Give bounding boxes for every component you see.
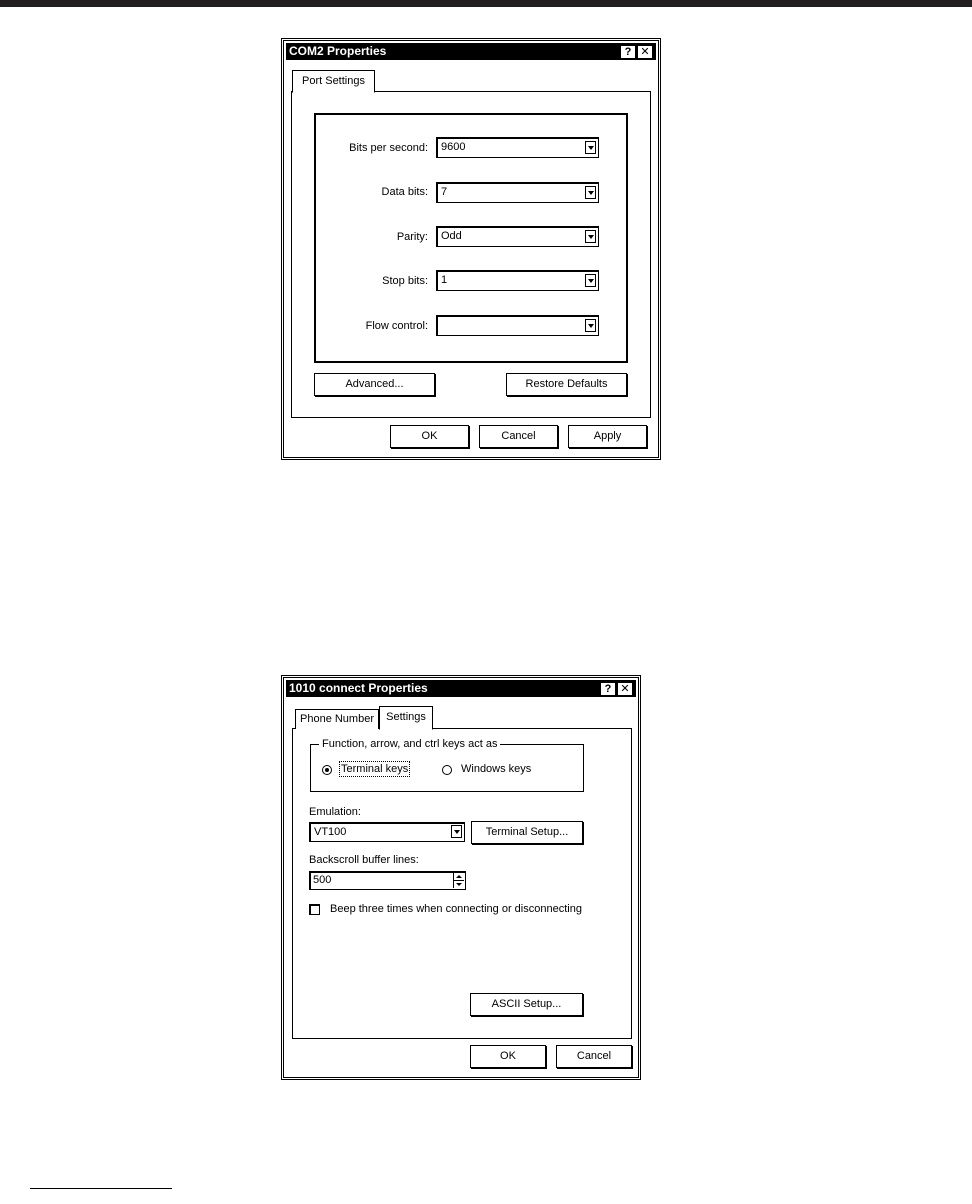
parity-label: Parity: [396, 231, 428, 243]
backscroll-label: Backscroll buffer lines: [309, 854, 419, 866]
parity-value: Odd [441, 230, 462, 242]
stop-bits-value: 1 [441, 274, 448, 286]
page-header-rule [0, 0, 972, 7]
data-bits-label: Data bits: [381, 186, 428, 198]
connect-properties-dialog [283, 677, 639, 1078]
chevron-down-icon[interactable] [451, 825, 462, 838]
close-icon[interactable]: ✕ [638, 46, 652, 58]
bits-per-second-label: Bits per second: [349, 142, 428, 154]
data-bits-value: 7 [441, 186, 448, 198]
chevron-down-icon[interactable] [585, 141, 596, 154]
emulation-value: VT100 [314, 826, 347, 838]
com2-titlebar [286, 43, 656, 60]
terminal-keys-label[interactable]: Terminal keys [341, 763, 409, 775]
keys-act-as-legend: Function, arrow, and ctrl keys act as [319, 738, 500, 750]
bits-per-second-value: 9600 [441, 141, 466, 153]
radio-windows-keys[interactable] [442, 765, 452, 775]
radio-terminal-keys[interactable] [322, 765, 332, 775]
ok-button[interactable]: OK [390, 425, 469, 448]
connect-titlebar [286, 680, 636, 697]
backscroll-value: 500 [313, 874, 332, 886]
flow-control-select[interactable] [436, 315, 599, 336]
chevron-down-icon[interactable] [585, 319, 596, 332]
parity-select[interactable] [436, 226, 599, 247]
chevron-down-icon[interactable] [585, 274, 596, 287]
emulation-select[interactable] [309, 822, 465, 842]
bits-per-second-select[interactable] [436, 137, 599, 158]
com2-properties-dialog [283, 40, 659, 458]
footnote-rule [30, 1188, 172, 1189]
stop-bits-select[interactable] [436, 270, 599, 291]
ok-button[interactable]: OK [470, 1045, 546, 1068]
windows-keys-label[interactable]: Windows keys [461, 763, 532, 775]
emulation-label: Emulation: [309, 806, 361, 818]
beep-checkbox[interactable] [309, 904, 320, 915]
close-icon[interactable]: ✕ [618, 683, 632, 695]
help-icon[interactable]: ? [621, 46, 635, 58]
restore-defaults-button[interactable]: Restore Defaults [506, 373, 627, 396]
terminal-setup-button[interactable]: Terminal Setup... [471, 821, 583, 844]
ascii-setup-button[interactable]: ASCII Setup... [470, 993, 583, 1016]
chevron-down-icon[interactable] [585, 230, 596, 243]
help-icon[interactable]: ? [601, 683, 615, 695]
data-bits-select[interactable] [436, 182, 599, 203]
tab-port-settings[interactable]: Port Settings [292, 70, 375, 93]
dialog-title: COM2 Properties [289, 44, 387, 58]
cancel-button[interactable]: Cancel [556, 1045, 632, 1068]
beep-label[interactable]: Beep three times when connecting or disconnecting [330, 903, 582, 915]
apply-button[interactable]: Apply [568, 425, 647, 448]
stop-bits-label: Stop bits: [382, 275, 428, 287]
advanced-button[interactable]: Advanced... [314, 373, 435, 396]
chevron-down-icon[interactable] [585, 186, 596, 199]
tab-phone-number[interactable]: Phone Number [295, 709, 379, 729]
cancel-button[interactable]: Cancel [479, 425, 558, 448]
spinner-icon[interactable] [453, 873, 464, 888]
dialog-title: 1010 connect Properties [289, 681, 428, 695]
flow-control-label: Flow control: [365, 320, 428, 332]
backscroll-input[interactable] [309, 871, 466, 890]
tab-settings[interactable]: Settings [379, 706, 433, 730]
